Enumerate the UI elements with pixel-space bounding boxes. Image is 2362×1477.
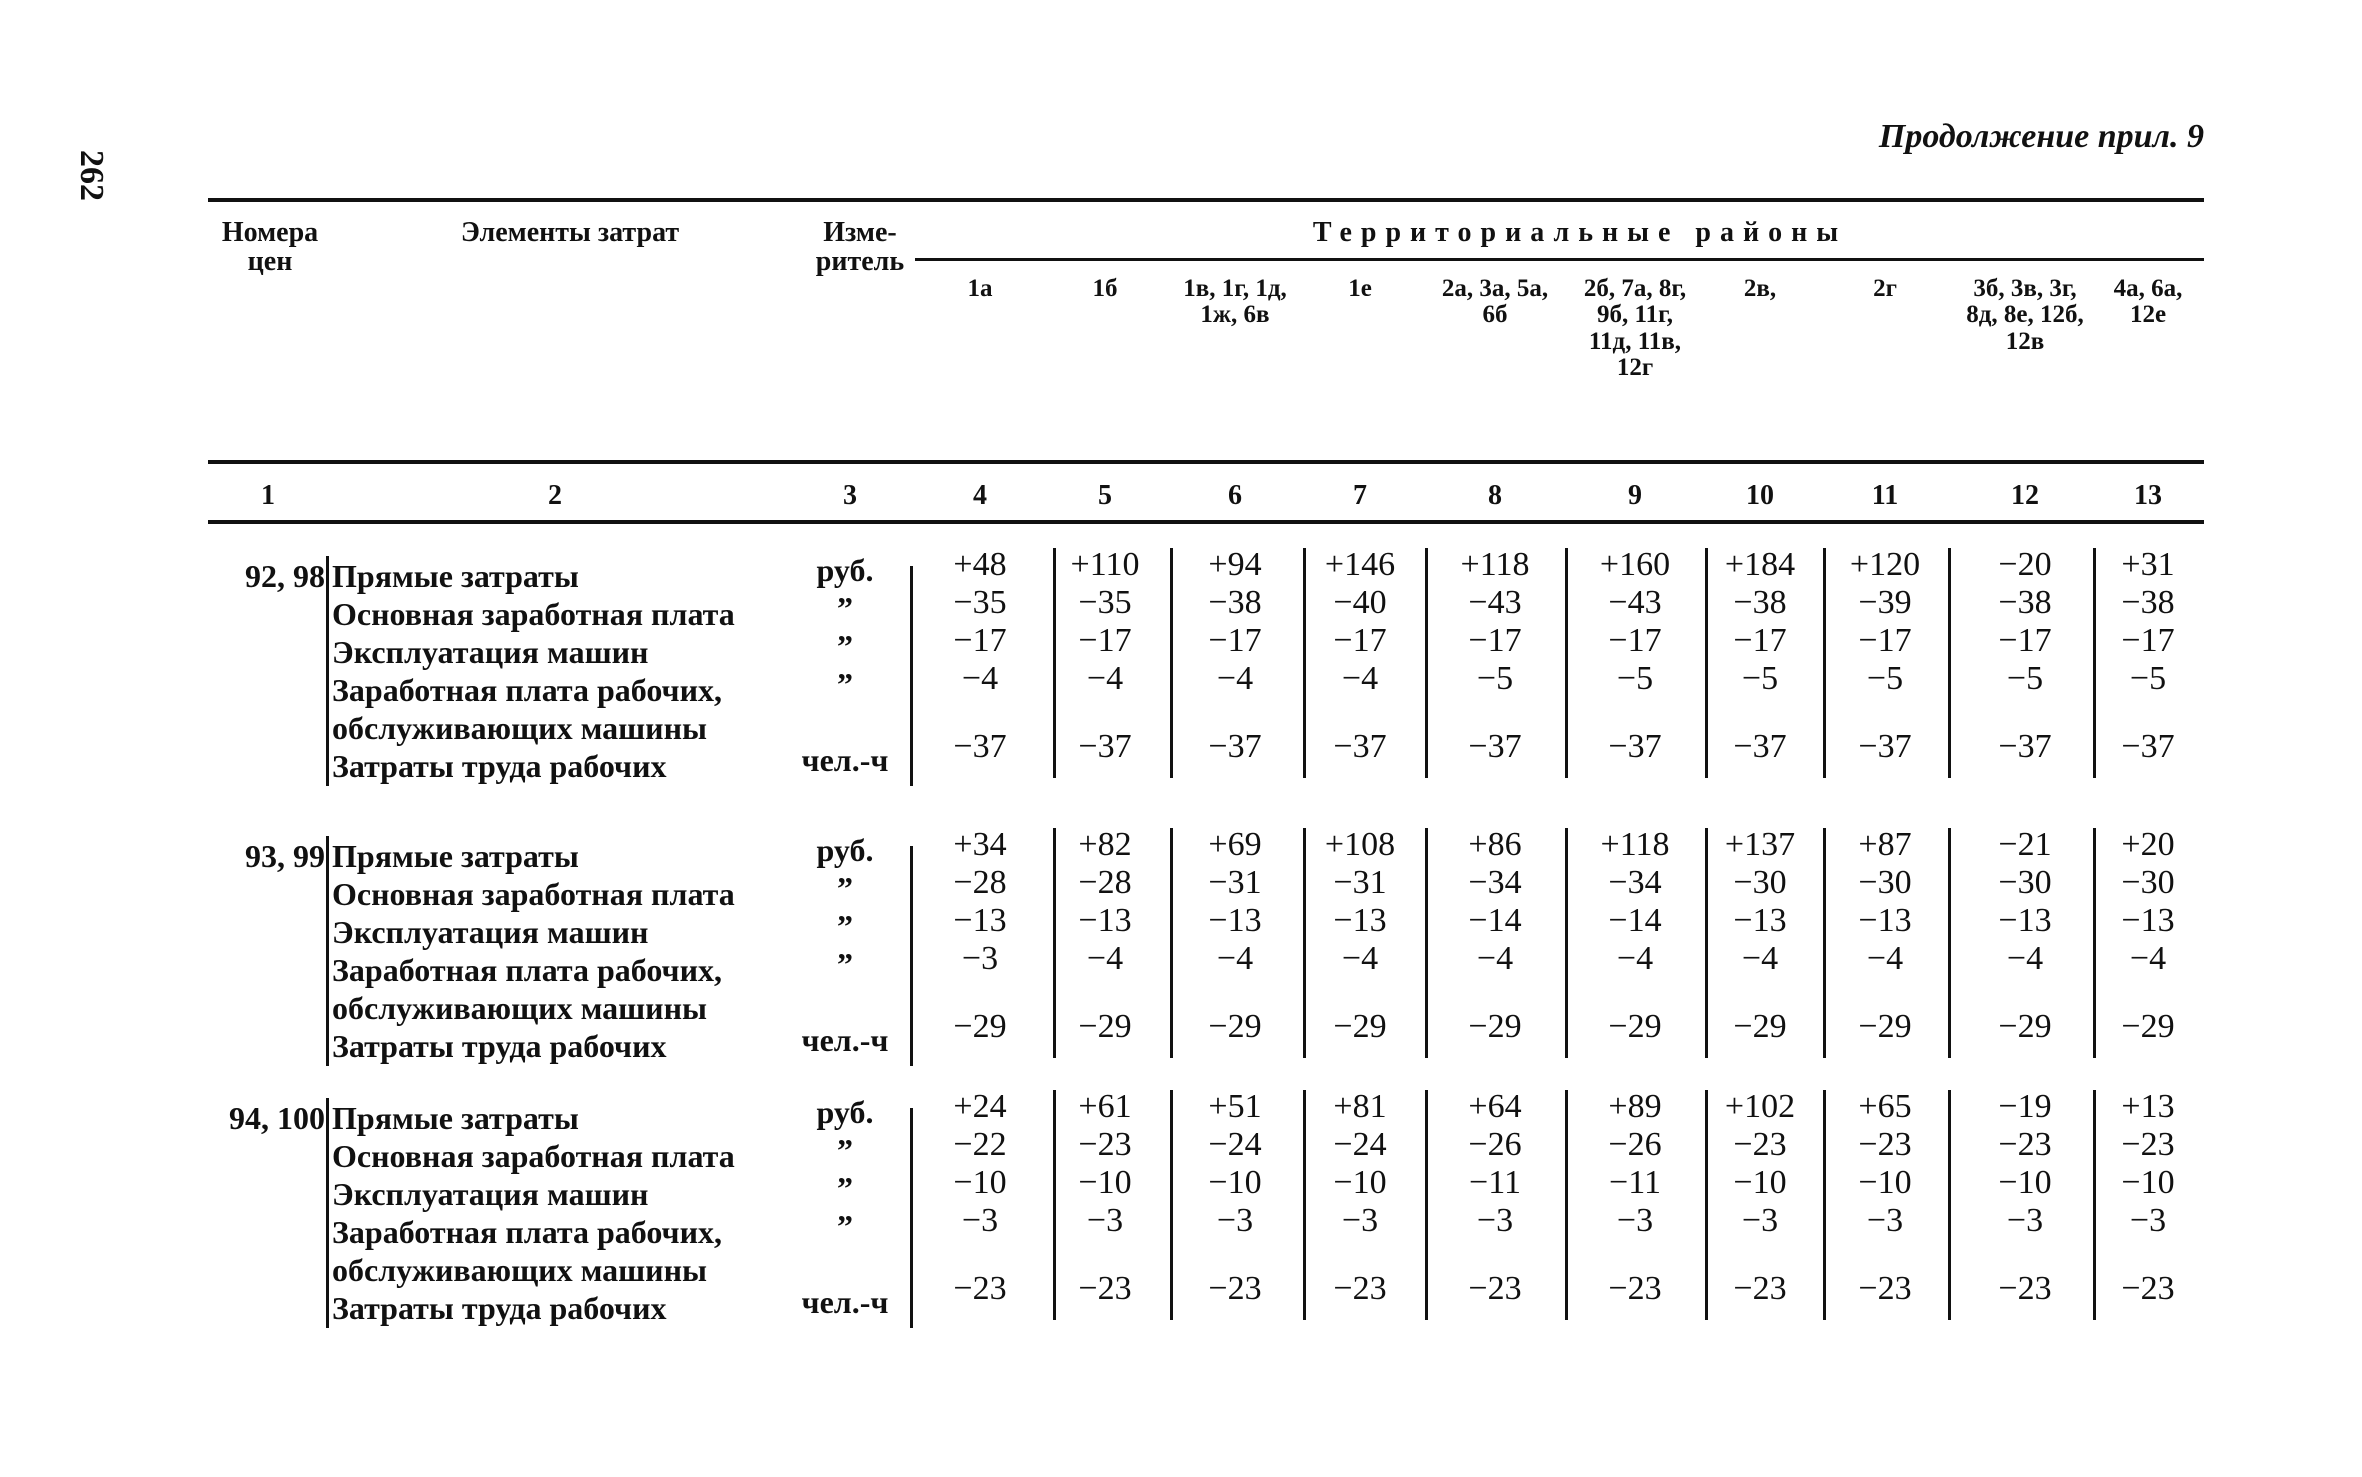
table-cell: −43 — [1468, 584, 1522, 621]
table-cell: −4 — [1341, 660, 1379, 697]
table-cell: −17 — [1733, 622, 1787, 659]
column-number: 8 — [1488, 480, 1502, 511]
table-cell: +65 — [1858, 1088, 1912, 1125]
group-divider — [326, 836, 329, 1066]
table-cell: +81 — [1333, 1088, 1387, 1125]
regions-header-rule — [915, 258, 2204, 261]
table-cell: −23 — [1733, 1270, 1787, 1307]
table-cell: −10 — [1078, 1164, 1132, 1201]
header-regions-title: Территориальные районы — [1312, 217, 1848, 248]
table-cell: +89 — [1608, 1088, 1662, 1125]
table-cell: −29 — [1333, 1008, 1387, 1045]
table-cell: −23 — [953, 1270, 1007, 1307]
value-divider — [1565, 828, 1568, 1058]
table-cell: −29 — [1998, 1008, 2052, 1045]
column-number: 2 — [548, 480, 562, 511]
table-cell: −17 — [1998, 622, 2052, 659]
region-header: 2г — [1873, 275, 1897, 302]
table-cell: −3 — [1616, 1202, 1654, 1239]
table-cell: −17 — [1333, 622, 1387, 659]
table-cell: −30 — [1733, 864, 1787, 901]
table-cell: −13 — [1733, 902, 1787, 939]
column-number: 4 — [973, 480, 987, 511]
cost-element-label: Затраты труда рабочих — [332, 1290, 667, 1326]
table-cell: −13 — [2121, 902, 2175, 939]
continuation-title: Продолжение прил. 9 — [1878, 118, 2204, 155]
value-divider — [1170, 548, 1173, 778]
table-cell: −5 — [2006, 660, 2044, 697]
table-cell: −31 — [1333, 864, 1387, 901]
column-number: 13 — [2134, 480, 2162, 511]
region-header: 3б, 3в, 3г, 8д, 8е, 12б, 12в — [1966, 275, 2084, 355]
measure-unit: ” — [837, 1132, 853, 1168]
table-cell: +82 — [1078, 826, 1132, 863]
table-cell: −26 — [1608, 1126, 1662, 1163]
region-header: 1а — [967, 275, 993, 302]
table-cell: −4 — [2006, 940, 2044, 977]
table-cell: −37 — [1733, 728, 1787, 765]
table-cell: −4 — [2129, 940, 2167, 977]
table-cell: −17 — [1858, 622, 1912, 659]
table-cell: +137 — [1724, 826, 1796, 863]
column-number: 3 — [843, 480, 857, 511]
value-divider — [1823, 548, 1826, 778]
cost-element-label: Прямые затраты — [332, 1100, 579, 1136]
table-cell: −31 — [1208, 864, 1262, 901]
measure-unit: чел.-ч — [801, 1022, 889, 1058]
table-cell: −10 — [1333, 1164, 1387, 1201]
table-cell: −37 — [1078, 728, 1132, 765]
measure-divider — [910, 1108, 913, 1328]
table-cell: −10 — [1998, 1164, 2052, 1201]
table-cell: −4 — [1216, 940, 1254, 977]
cost-element-label: Основная заработная плата — [332, 596, 735, 632]
cost-element-label: Эксплуатация машин — [332, 1176, 649, 1212]
column-number: 12 — [2011, 480, 2039, 511]
measure-unit: ” — [837, 666, 853, 702]
table-cell: −40 — [1333, 584, 1387, 621]
value-divider — [1948, 828, 1951, 1058]
table-cell: −3 — [1741, 1202, 1779, 1239]
table-cell: −5 — [1741, 660, 1779, 697]
table-cell: −24 — [1333, 1126, 1387, 1163]
table-cell: +69 — [1208, 826, 1262, 863]
table-cell: +108 — [1324, 826, 1396, 863]
table-cell: +48 — [953, 546, 1007, 583]
region-header: 2в, — [1743, 275, 1777, 302]
table-cell: −10 — [953, 1164, 1007, 1201]
table-cell: −3 — [961, 1202, 999, 1239]
table-cell: −20 — [1998, 546, 2052, 583]
table-cell: −30 — [1998, 864, 2052, 901]
table-cell: +20 — [2121, 826, 2175, 863]
table-cell: +118 — [1600, 826, 1670, 863]
table-cell: −29 — [1733, 1008, 1787, 1045]
table-cell: +184 — [1724, 546, 1796, 583]
measure-unit: руб. — [816, 832, 874, 868]
region-header: 1в, 1г, 1д, 1ж, 6в — [1183, 275, 1287, 329]
table-cell: −4 — [1086, 660, 1124, 697]
table-cell: +160 — [1599, 546, 1671, 583]
table-cell: −23 — [1078, 1126, 1132, 1163]
value-divider — [1425, 828, 1428, 1058]
table-cell: −23 — [1333, 1270, 1387, 1307]
table-cell: −17 — [1208, 622, 1262, 659]
measure-unit: чел.-ч — [801, 1284, 889, 1320]
table-cell: +146 — [1324, 546, 1396, 583]
table-cell: −28 — [953, 864, 1007, 901]
measure-unit: ” — [837, 946, 853, 982]
table-cell: −29 — [1858, 1008, 1912, 1045]
cost-element-label: Основная заработная плата — [332, 876, 735, 912]
table-cell: −23 — [1608, 1270, 1662, 1307]
table-cell: −10 — [1733, 1164, 1787, 1201]
table-cell: −23 — [1858, 1270, 1912, 1307]
table-cell: −23 — [1208, 1270, 1262, 1307]
table-cell: −17 — [1078, 622, 1132, 659]
table-cell: −3 — [1476, 1202, 1514, 1239]
table-cell: −26 — [1468, 1126, 1522, 1163]
value-divider — [1948, 1090, 1951, 1320]
cost-element-label: Прямые затраты — [332, 838, 579, 874]
column-number: 11 — [1871, 480, 1899, 511]
table-cell: +102 — [1724, 1088, 1796, 1125]
table-cell: −29 — [2121, 1008, 2175, 1045]
measure-unit: ” — [837, 628, 853, 664]
region-header: 4а, 6а, 12е — [2113, 275, 2183, 329]
table-cell: −10 — [1858, 1164, 1912, 1201]
table-cell: −3 — [1216, 1202, 1254, 1239]
table-cell: −14 — [1608, 902, 1662, 939]
table-cell: −17 — [1608, 622, 1662, 659]
table-cell: +64 — [1468, 1088, 1522, 1125]
column-number: 10 — [1746, 480, 1774, 511]
cost-element-label: Затраты труда рабочих — [332, 1028, 667, 1064]
table-cell: −21 — [1998, 826, 2052, 863]
table-cell: −3 — [1866, 1202, 1904, 1239]
table-cell: −35 — [1078, 584, 1132, 621]
table-cell: −30 — [1858, 864, 1912, 901]
table-cell: −10 — [2121, 1164, 2175, 1201]
table-cell: −3 — [961, 940, 999, 977]
table-cell: −4 — [1616, 940, 1654, 977]
cost-element-label: Заработная плата рабочих, — [332, 1214, 723, 1250]
cost-element-label: Основная заработная плата — [332, 1138, 735, 1174]
table-cell: −29 — [1608, 1008, 1662, 1045]
table-cell: −13 — [1858, 902, 1912, 939]
measure-unit: чел.-ч — [801, 742, 889, 778]
value-divider — [1823, 1090, 1826, 1320]
table-cell: +118 — [1460, 546, 1530, 583]
table-cell: −13 — [1078, 902, 1132, 939]
table-cell: −19 — [1998, 1088, 2052, 1125]
table-cell: −23 — [2121, 1126, 2175, 1163]
table-cell: −4 — [961, 660, 999, 697]
table-cell: −37 — [1468, 728, 1522, 765]
cost-element-label-continued: обслуживающих машины — [332, 1252, 708, 1288]
table-cell: −23 — [1998, 1126, 2052, 1163]
measure-unit: ” — [837, 1208, 853, 1244]
table-cell: −4 — [1866, 940, 1904, 977]
table-cell: −28 — [1078, 864, 1132, 901]
table-cell: −37 — [953, 728, 1007, 765]
measure-divider — [910, 566, 913, 786]
region-header: 2б, 7а, 8г, 9б, 11г, 11д, 11в, 12г — [1583, 275, 1687, 381]
table-cell: −5 — [1476, 660, 1514, 697]
value-divider — [1425, 1090, 1428, 1320]
table-cell: −23 — [1858, 1126, 1912, 1163]
measure-unit: ” — [837, 870, 853, 906]
table-cell: −17 — [1468, 622, 1522, 659]
cost-element-label: Заработная плата рабочих, — [332, 672, 723, 708]
table-cell: −23 — [2121, 1270, 2175, 1307]
region-header: 2а, 3а, 5а, 6б — [1441, 275, 1549, 329]
table-cell: −17 — [2121, 622, 2175, 659]
table-cell: −34 — [1608, 864, 1662, 901]
measure-unit: руб. — [816, 1094, 874, 1130]
price-numbers: 92, 98 — [245, 558, 325, 594]
measure-unit: ” — [837, 908, 853, 944]
table-cell: −14 — [1468, 902, 1522, 939]
table-cell: −37 — [1858, 728, 1912, 765]
measure-divider — [910, 846, 913, 1066]
table-cell: −4 — [1741, 940, 1779, 977]
value-divider — [1948, 548, 1951, 778]
header-bottom-rule — [208, 460, 2204, 464]
group-divider — [326, 556, 329, 786]
table-cell: −13 — [953, 902, 1007, 939]
table-cell: −30 — [2121, 864, 2175, 901]
column-number: 6 — [1228, 480, 1242, 511]
table-cell: −29 — [1468, 1008, 1522, 1045]
table-cell: −4 — [1476, 940, 1514, 977]
table-cell: −4 — [1086, 940, 1124, 977]
table-cell: +87 — [1858, 826, 1912, 863]
table-cell: −11 — [1609, 1164, 1661, 1201]
column-number: 9 — [1628, 480, 1642, 511]
table-cell: −5 — [1616, 660, 1654, 697]
table-cell: −5 — [1866, 660, 1904, 697]
table-cell: −23 — [1078, 1270, 1132, 1307]
value-divider — [1170, 1090, 1173, 1320]
table-cell: +94 — [1208, 546, 1262, 583]
table-cell: +61 — [1078, 1088, 1132, 1125]
table-top-rule — [208, 198, 2204, 202]
cost-element-label: Затраты труда рабочих — [332, 748, 667, 784]
region-header: 1б — [1092, 275, 1118, 302]
header-numbers: Номера цен — [221, 217, 319, 278]
table-cell: +34 — [953, 826, 1007, 863]
table-cell: −3 — [2006, 1202, 2044, 1239]
table-cell: −3 — [2129, 1202, 2167, 1239]
table-cell: −37 — [1333, 728, 1387, 765]
measure-unit: ” — [837, 590, 853, 626]
table-cell: −29 — [953, 1008, 1007, 1045]
table-cell: −38 — [1733, 584, 1787, 621]
value-divider — [1565, 548, 1568, 778]
table-cell: −13 — [1998, 902, 2052, 939]
column-number: 5 — [1098, 480, 1112, 511]
column-number: 1 — [261, 480, 275, 511]
table-cell: +31 — [2121, 546, 2175, 583]
table-cell: −43 — [1608, 584, 1662, 621]
region-header: 1е — [1348, 275, 1372, 302]
table-cell: −35 — [953, 584, 1007, 621]
table-cell: −38 — [1998, 584, 2052, 621]
column-numbers-rule — [208, 520, 2204, 524]
table-cell: +110 — [1070, 546, 1140, 583]
table-cell: −10 — [1208, 1164, 1262, 1201]
table-cell: −5 — [2129, 660, 2167, 697]
table-cell: −38 — [1208, 584, 1262, 621]
table-cell: −3 — [1341, 1202, 1379, 1239]
table-cell: −4 — [1341, 940, 1379, 977]
value-divider — [1425, 548, 1428, 778]
table-cell: −24 — [1208, 1126, 1262, 1163]
table-cell: −23 — [1733, 1126, 1787, 1163]
table-cell: −23 — [1468, 1270, 1522, 1307]
table-cell: −37 — [1208, 728, 1262, 765]
table-cell: +24 — [953, 1088, 1007, 1125]
value-divider — [1565, 1090, 1568, 1320]
value-divider — [1170, 828, 1173, 1058]
table-cell: −13 — [1208, 902, 1262, 939]
cost-element-label-continued: обслуживающих машины — [332, 710, 708, 746]
table-cell: −37 — [1998, 728, 2052, 765]
table-cell: −17 — [953, 622, 1007, 659]
cost-element-label: Эксплуатация машин — [332, 634, 649, 670]
cost-element-label-continued: обслуживающих машины — [332, 990, 708, 1026]
table-cell: −11 — [1469, 1164, 1521, 1201]
table-cell: −34 — [1468, 864, 1522, 901]
table-cell: +13 — [2121, 1088, 2175, 1125]
table-cell: −29 — [1078, 1008, 1132, 1045]
header-measure: Изме-ритель — [815, 217, 905, 278]
table-cell: −29 — [1208, 1008, 1262, 1045]
table-cell: −13 — [1333, 902, 1387, 939]
measure-unit: ” — [837, 1170, 853, 1206]
header-elements: Элементы затрат — [460, 217, 680, 248]
table-cell: −37 — [2121, 728, 2175, 765]
value-divider — [1823, 828, 1826, 1058]
table-cell: −37 — [1608, 728, 1662, 765]
cost-element-label: Эксплуатация машин — [332, 914, 649, 950]
table-cell: −39 — [1858, 584, 1912, 621]
price-numbers: 93, 99 — [245, 838, 325, 874]
table-cell: +120 — [1849, 546, 1921, 583]
table-cell: +86 — [1468, 826, 1522, 863]
table-cell: −38 — [2121, 584, 2175, 621]
measure-unit: руб. — [816, 552, 874, 588]
table-cell: −4 — [1216, 660, 1254, 697]
page-number: 262 — [73, 150, 110, 201]
table-cell: −3 — [1086, 1202, 1124, 1239]
cost-element-label: Прямые затраты — [332, 558, 579, 594]
table-cell: −22 — [953, 1126, 1007, 1163]
cost-element-label: Заработная плата рабочих, — [332, 952, 723, 988]
column-number: 7 — [1353, 480, 1367, 511]
group-divider — [326, 1098, 329, 1328]
table-cell: −23 — [1998, 1270, 2052, 1307]
price-numbers: 94, 100 — [229, 1100, 325, 1136]
table-cell: +51 — [1208, 1088, 1262, 1125]
